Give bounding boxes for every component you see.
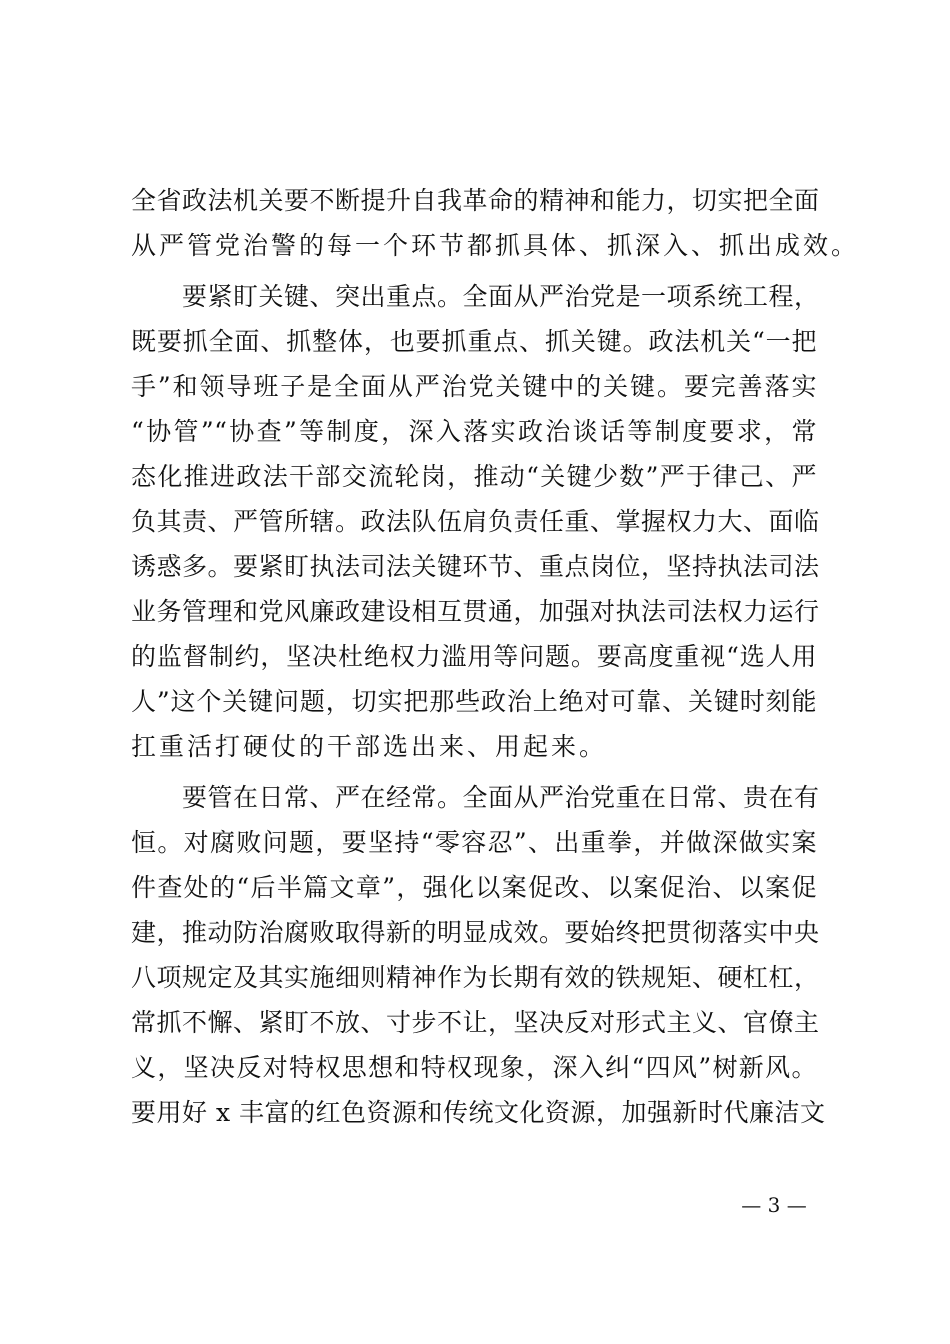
text-line: 扛重活打硬仗的干部选出来、用起来。 — [131, 732, 608, 761]
text-line: 恒。对腐败问题，要坚持“零容忍”、出重拳，并做深做实案 — [131, 828, 817, 857]
text-line: “协管”“协查”等制度，深入落实政治谈话等制度要求，常 — [131, 417, 817, 446]
text-line: 要管在日常、严在经常。全面从严治党重在日常、贵在有 — [131, 783, 820, 812]
text-line: 态化推进政法干部交流轮岗，推动“关键少数”严于律己、严 — [131, 462, 817, 491]
text-line: 手”和领导班子是全面从严治党关键中的关键。要完善落实 — [131, 372, 817, 401]
text-line: 人”这个关键问题，切实把那些政治上绝对可靠、关键时刻能 — [131, 687, 817, 716]
text-line: 既要抓全面、抓整体，也要抓重点、抓关键。政法机关“一把 — [131, 327, 817, 356]
text-line: 业务管理和党风廉政建设相互贯通，加强对执法司法权力运行 — [131, 597, 820, 626]
text-line: 要用好 x 丰富的红色资源和传统文化资源，加强新时代廉洁文 — [131, 1098, 826, 1127]
body-text — [131, 178, 860, 1135]
text-line: 负其责、严管所辖。政法队伍肩负责任重、掌握权力大、面临 — [131, 507, 820, 536]
text-line: 八项规定及其实施细则精神作为长期有效的铁规矩、硬杠杠， — [131, 963, 820, 992]
text-line: 从严管党治警的每一个环节都抓具体、抓深入、抓出成效。 — [131, 231, 860, 260]
text-line: 义，坚决反对特权思想和特权现象，深入纠“四风”树新风。 — [131, 1053, 817, 1082]
text-line: 全省政法机关要不断提升自我革命的精神和能力，切实把全面 — [131, 186, 820, 215]
text-line: 要紧盯关键、突出重点。全面从严治党是一项系统工程， — [131, 282, 820, 311]
text-line: 诱惑多。要紧盯执法司法关键环节、重点岗位，坚持执法司法 — [131, 552, 820, 581]
text-line: 常抓不懈、紧盯不放、寸步不让，坚决反对形式主义、官僚主 — [131, 1008, 820, 1037]
text-line: 的监督制约，坚决杜绝权力滥用等问题。要高度重视“选人用 — [131, 642, 817, 671]
text-line: 建，推动防治腐败取得新的明显成效。要始终把贯彻落实中央 — [131, 918, 820, 947]
page-number: — 3 — — [741, 1193, 807, 1217]
text-line: 件查处的“后半篇文章”，强化以案促改、以案促治、以案促 — [131, 873, 817, 902]
